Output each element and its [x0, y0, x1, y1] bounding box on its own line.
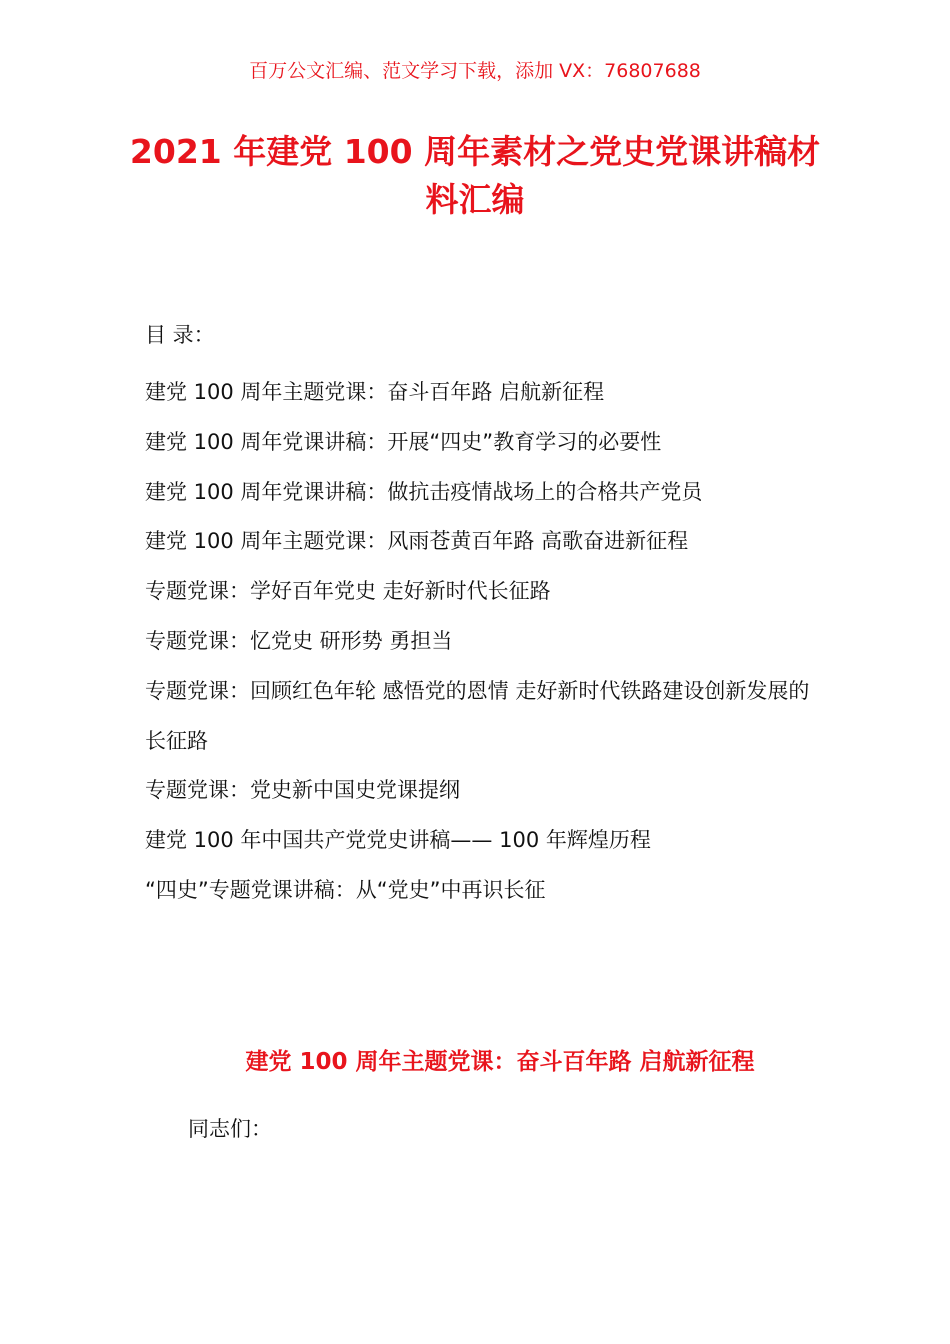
toc-item: 建党 100 年中国共产党党史讲稿—— 100 年辉煌历程	[145, 828, 651, 853]
toc-heading: 目 录：	[145, 323, 215, 347]
toc-item: 专题党课：忆党史 研形势 勇担当	[145, 628, 453, 653]
toc-item: 建党 100 周年主题党课：风雨苍黄百年路 高歌奋进新征程	[145, 529, 689, 554]
document-title: 2021 年建党 100 周年素材之党史党课讲稿材料汇编	[129, 132, 821, 219]
toc-item: 建党 100 周年主题党课：奋斗百年路 启航新征程	[145, 380, 605, 404]
section-title: 建党 100 周年主题党课：奋斗百年路 启航新征程	[245, 1049, 755, 1075]
salutation: 同志们：	[188, 1117, 272, 1141]
toc-item: “四史”专题党课讲稿：从“党史”中再识长征	[145, 877, 546, 902]
toc-item: 专题党课：党史新中国史党课提纲	[145, 778, 460, 803]
toc-item: 专题党课：学好百年党史 走好新时代长征路	[145, 579, 551, 604]
header-note: 百万公文汇编、范文学习下载，添加 VX：76807688	[249, 60, 701, 82]
toc-item: 建党 100 周年党课讲稿：做抗击疫情战场上的合格共产党员	[145, 479, 703, 504]
table-of-contents	[145, 368, 815, 916]
toc-item: 建党 100 周年党课讲稿：开展“四史”教育学习的必要性	[145, 429, 662, 454]
toc-item: 专题党课：回顾红色年轮 感悟党的恩情 走好新时代铁路建设创新发展的长征路	[145, 678, 810, 753]
